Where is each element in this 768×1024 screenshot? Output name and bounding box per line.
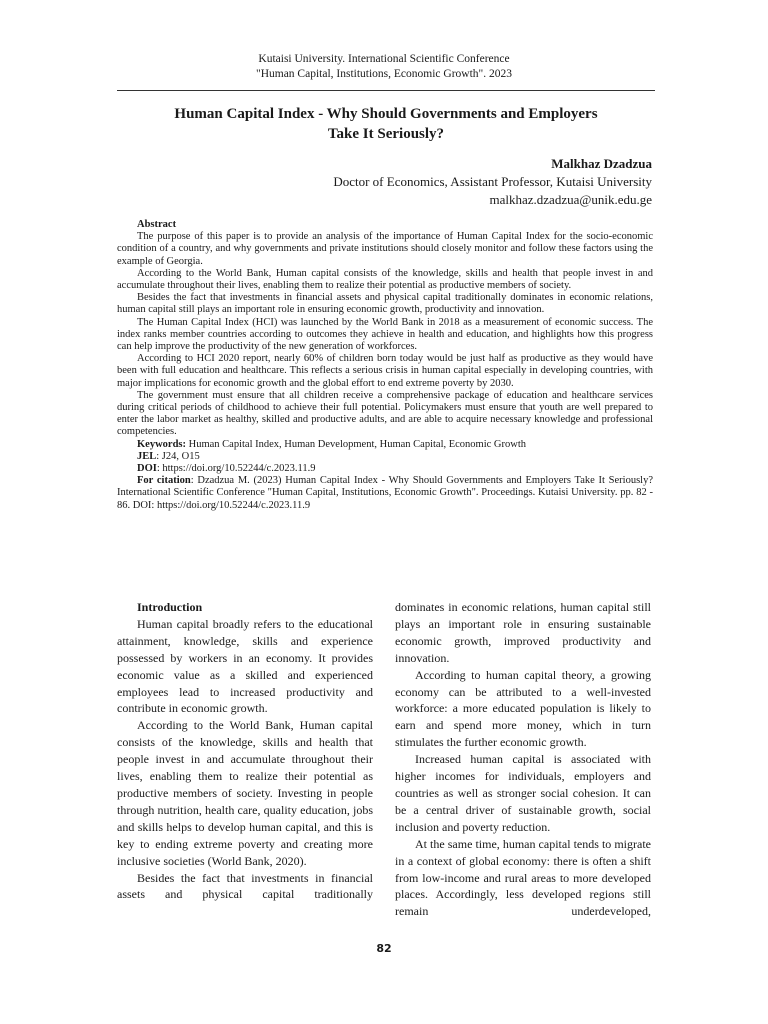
abstract-paragraph: According to the World Bank, Human capital consists of the knowledge, skills and health that people invest in and accumulate throughout their lives, enabling them to realize their potential as productive members of society.	[117, 267, 653, 292]
conference-header-line-2: "Human Capital, Institutions, Economic Growth". 2023	[256, 68, 512, 80]
body-paragraph: According to the World Bank, Human capital consists of the knowledge, skills and health that people invest in and accumulate throughout their lives, enabling them to realize their potential as productive members of society. Investing in people through nutrition, health care, quality education, jobs and skills helps to develop human capital, and this is key to ending extreme poverty and creating more inclusive societies (World Bank, 2020).	[117, 718, 373, 868]
doi-link[interactable]: : https://doi.org/10.52244/c.2023.11.9	[156, 463, 316, 475]
paper-title	[117, 104, 655, 144]
abstract-paragraph: According to HCI 2020 report, nearly 60% of children born today would be just half as productive as they would have been with full education and healthcare. This reflects a serious crisis in human capital especially in developing countries, with major implications for economic growth and the global effort to end extreme poverty by 2030.	[117, 353, 653, 389]
abstract-paragraph: The government must ensure that all children receive a comprehensive package of education and healthcare services during critical periods of childhood to achieve their full potential. Policymakers must ensure that youth are well prepared to enter the labor market as healthy, skilled and productive adults, and are able to acquire necessary knowledge and professional competencies.	[117, 389, 653, 438]
citation-text: : Dzadzua M. (2023) Human Capital Index - Why Should Governments and Employers Take It Seriously? International Scientific Conference "Human Capital, Institutions, Economic Growth". Proceedings. Kutaisi University. pp. 82 - 86. DOI: https://doi.org/10.52244/c.2023.11.9	[117, 475, 653, 511]
citation-line	[117, 475, 653, 512]
keywords-label: Keywords:	[137, 438, 186, 450]
page-number: 82	[376, 942, 392, 955]
abstract-paragraph: Besides the fact that investments in financial assets and physical capital traditionally dominates in economic relations, human capital still plays an important role in ensuring economic growth, productivity and innovation.	[117, 292, 653, 316]
abstract-paragraph: The Human Capital Index (HCI) was launched by the World Bank in 2018 as a measurement of economic success. The index ranks member countries according to outcomes they achieve in health and education, and highlights how this progress can help improve the productivity of the new generation of workforces.	[117, 316, 653, 353]
author-name: Malkhaz Dzadzua	[551, 156, 652, 171]
author-position: Doctor of Economics, Assistant Professor, Kutaisi University	[333, 174, 652, 189]
body-right-column	[395, 599, 651, 920]
jel-text: : J24, O15	[156, 450, 200, 462]
body-paragraph: Increased human capital is associated with higher incomes for individuals, employers and countries as well as stronger social cohesion. It can be a central driver of sustainable growth, social inclusion and poverty reduction.	[395, 752, 651, 834]
doi-label: DOI	[137, 463, 157, 475]
introduction-heading: Introduction	[137, 600, 203, 614]
body-paragraph: Besides the fact that investments in financial assets and physical capital traditionally	[117, 870, 373, 902]
citation-label: For citation	[137, 475, 191, 487]
author-block	[117, 155, 652, 209]
body-paragraph-continued: dominates in economic relations, human capital still plays an important role in ensuring sustainable economic growth, improved productivity and innovation.	[395, 600, 651, 665]
body-left-column	[117, 599, 373, 903]
abstract-section	[117, 219, 653, 512]
body-paragraph: According to human capital theory, a growing economy can be attributed to a well-invested workforce: a more educated population is likely to earn and spend more money, which in turn stimulates the further economic growth.	[395, 667, 651, 750]
keywords-text: Human Capital Index, Human Development, Human Capital, Economic Growth	[186, 438, 527, 450]
header-rule	[117, 90, 655, 91]
doi-line	[117, 463, 653, 475]
body-paragraph: Human capital broadly refers to the educational attainment, knowledge, skills and experience possessed by workers in an economy. It provides economic value as a skilled and experienced employees lead to increased productivity and contribute in economic growth.	[117, 616, 373, 716]
author-email[interactable]: malkhaz.dzadzua@unik.edu.ge	[489, 192, 652, 207]
conference-header-line-1: Kutaisi University. International Scientific Conference	[258, 53, 510, 65]
abstract-paragraph: The purpose of this paper is to provide an analysis of the importance of Human Capital Index for the socio-economic condition of a country, and why governments and private institutions should closely monitor and follow these factors using the example of Georgia.	[117, 231, 653, 267]
jel-line	[117, 451, 653, 463]
paper-title-line-2: Take It Seriously?	[327, 126, 445, 142]
jel-label: JEL	[137, 450, 157, 462]
body-paragraph: At the same time, human capital tends to migrate in a context of global economy: there is often a shift from low-income and rural areas to more developed places. Accordingly, less developed regions still remain underdeveloped,	[395, 836, 651, 919]
abstract-heading: Abstract	[137, 219, 177, 230]
paper-title-line-1: Human Capital Index - Why Should Governments and Employers	[174, 106, 598, 122]
conference-header	[0, 52, 768, 82]
keywords-line	[117, 439, 653, 451]
